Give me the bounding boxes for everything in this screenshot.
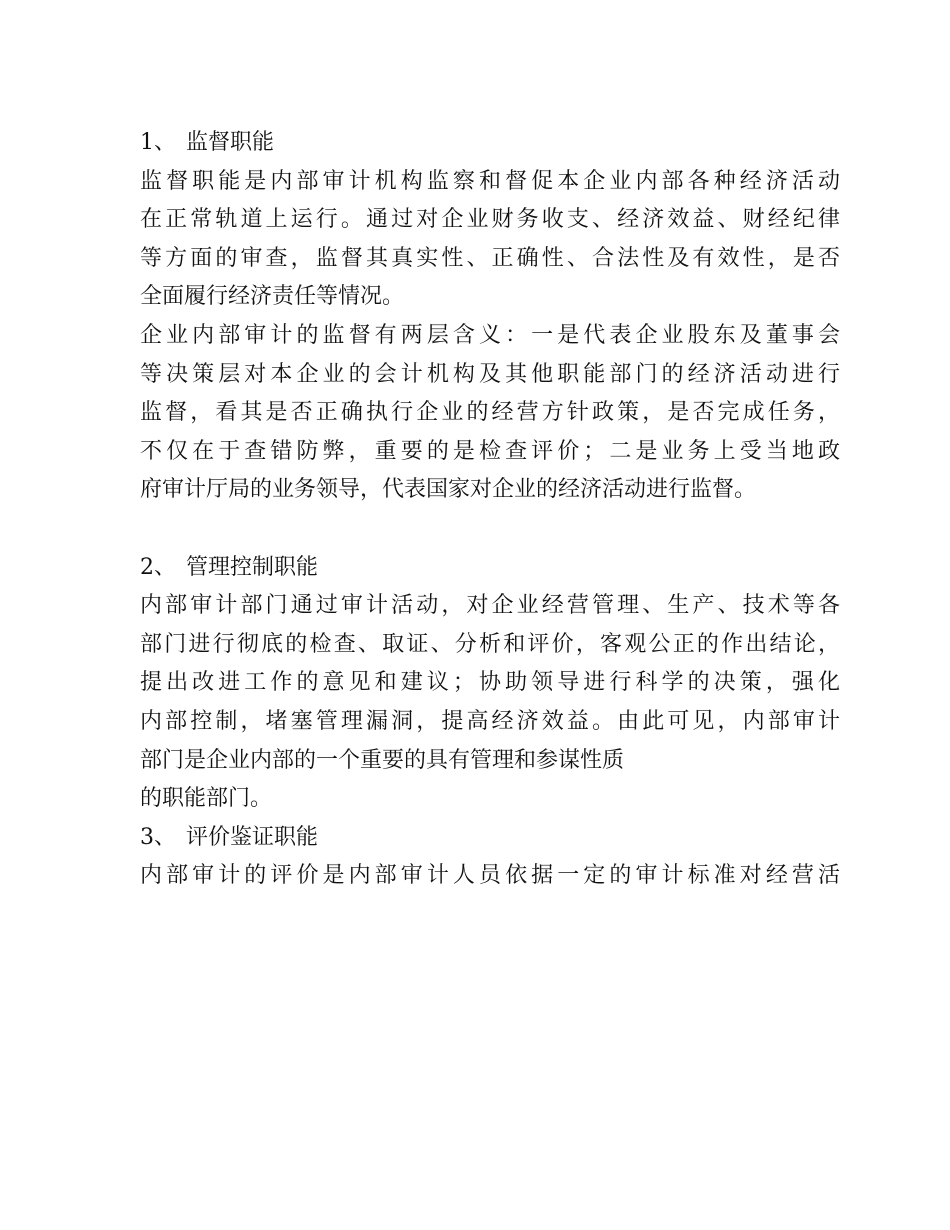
document-page bbox=[140, 124, 840, 896]
paragraph-line: 全面履行经济责任等情况。 bbox=[140, 284, 405, 310]
blank-line bbox=[140, 510, 840, 549]
paragraph-line: 提出改进工作的意见和建议；协助领导进行科学的决策，强化 bbox=[140, 670, 840, 696]
paragraph-line: 不仅在于查错防弊，重要的是检查评价；二是业务上受当地政 bbox=[140, 438, 840, 464]
section-title: 监督职能 bbox=[186, 130, 275, 155]
paragraph-line: 部门是企业内部的一个重要的具有管理和参谋性质 bbox=[140, 747, 625, 773]
paragraph-line: 的职能部门。 bbox=[140, 786, 273, 812]
paragraph-line: 等方面的审查，监督其真实性、正确性、合法性及有效性，是否 bbox=[140, 245, 840, 271]
paragraph-line: 监督，看其是否正确执行企业的经营方针政策，是否完成任务， bbox=[140, 400, 840, 426]
paragraph-line: 部门进行彻底的检查、取证、分析和评价，客观公正的作出结论， bbox=[140, 631, 840, 657]
paragraph-line: 内部控制，堵塞管理漏洞，提高经济效益。由此可见，内部审计 bbox=[140, 708, 840, 734]
paragraph-line: 企业内部审计的监督有两层含义：一是代表企业股东及董事会 bbox=[140, 322, 840, 348]
paragraph-line: 等决策层对本企业的会计机构及其他职能部门的经济活动进行 bbox=[140, 361, 840, 387]
section-heading bbox=[140, 124, 840, 163]
section-title: 管理控制职能 bbox=[186, 554, 319, 580]
paragraph-line: 监督职能是内部审计机构监察和督促本企业内部各种经济活动 bbox=[140, 168, 840, 194]
section-number: 3、 bbox=[140, 824, 176, 850]
section-number: 2、 bbox=[140, 554, 176, 580]
paragraph-line: 府审计厅局的业务领导，代表国家对企业的经济活动进行监督。 bbox=[140, 477, 757, 503]
section-heading bbox=[140, 549, 840, 588]
section-title: 评价鉴证职能 bbox=[186, 824, 319, 850]
section-heading bbox=[140, 819, 840, 858]
paragraph-line: 在正常轨道上运行。通过对企业财务收支、经济效益、财经纪律 bbox=[140, 207, 840, 233]
paragraph-line: 内部审计的评价是内部审计人员依据一定的审计标准对经营活 bbox=[140, 863, 840, 889]
paragraph-line: 内部审计部门通过审计活动，对企业经营管理、生产、技术等各 bbox=[140, 593, 840, 619]
section-number: 1、 bbox=[140, 130, 176, 155]
